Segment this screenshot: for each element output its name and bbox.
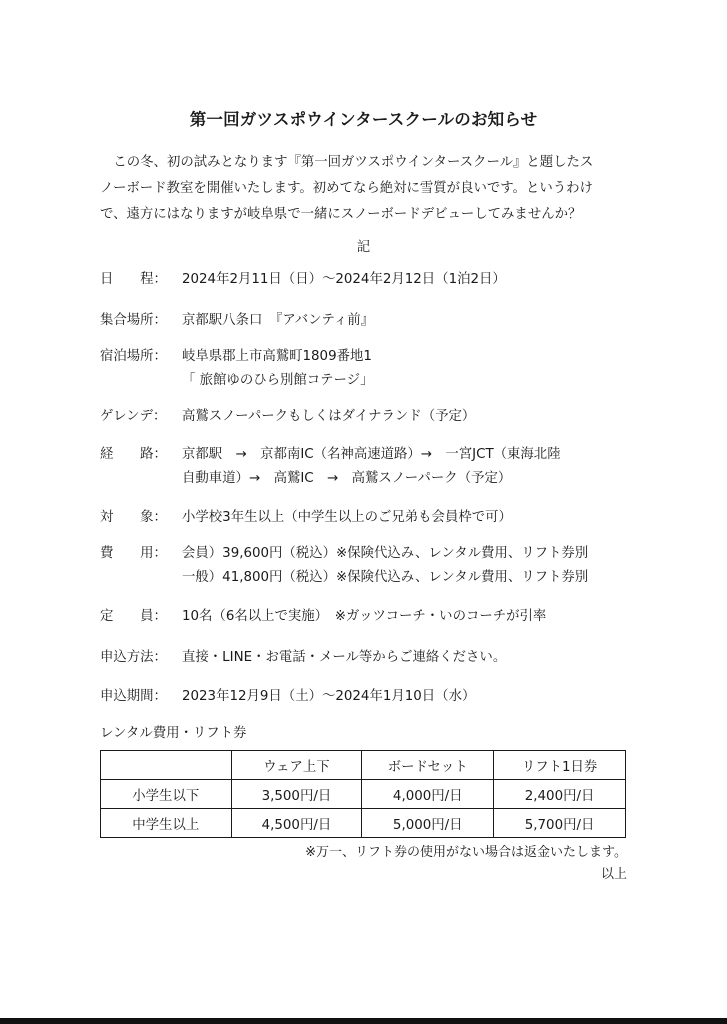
bottom-edge-bar — [0, 1018, 727, 1024]
rental-fee-table — [100, 750, 626, 838]
route-line: 京都駅 → 京都南IC（名神高速道路）→ 一宮JCT（東海北陸 — [182, 447, 561, 462]
ki-heading: 記 — [356, 240, 371, 255]
table-row-label: 小学生以下 — [101, 780, 232, 809]
table-header-cell: ウェア上下 — [231, 751, 362, 780]
apply-period-label: 申込期間： — [100, 689, 167, 704]
slope-value: 高鷲スノーパークもしくはダイナランド（予定） — [182, 409, 476, 424]
table-cell: 2,400円/日 — [494, 780, 626, 809]
apply-method-label: 申込方法： — [100, 650, 167, 665]
table-header-cell: リフト1日券 — [494, 751, 626, 780]
table-row — [101, 809, 626, 838]
slope-label: ゲレンデ： — [100, 409, 167, 424]
table-cell: 5,000円/日 — [362, 809, 494, 838]
intro-line: で、遠方にはなりますが岐阜県で一緒にスノーボードデビューしてみませんか？ — [100, 207, 582, 222]
schedule-label: 日 程： — [100, 272, 167, 287]
meeting-value: 京都駅八条口 『アバンティ前』 — [182, 313, 375, 328]
target-label: 対 象： — [100, 510, 167, 525]
closing-text: 以上 — [600, 867, 627, 882]
table-header-row — [101, 751, 626, 780]
rental-table-caption: レンタル費用・リフト券 — [100, 726, 247, 741]
intro-line: この冬、初の試みとなります『第一回ガツスポウインタースクール』と題したス — [100, 155, 594, 170]
lodging-name: 「 旅館ゆのひら別館コテージ」 — [182, 373, 374, 388]
table-header-cell: ボードセット — [362, 751, 494, 780]
lodging-label: 宿泊場所： — [100, 349, 167, 364]
route-line: 自動車道）→ 高鷲IC → 高鷲スノーパーク（予定） — [182, 471, 512, 486]
table-row-label: 中学生以上 — [101, 809, 232, 838]
capacity-label: 定 員： — [100, 609, 167, 624]
cost-general: 一般）41,800円（税込）※保険代込み、レンタル費用、リフト券別 — [182, 570, 589, 585]
apply-period-value: 2023年12月9日（土）〜2024年1月10日（水） — [182, 689, 476, 704]
cost-label: 費 用： — [100, 546, 167, 561]
table-cell: 4,500円/日 — [231, 809, 362, 838]
apply-method-value: 直接・LINE・お電話・メール等からご連絡ください。 — [182, 650, 507, 665]
cost-member: 会員）39,600円（税込）※保険代込み、レンタル費用、リフト券別 — [182, 546, 589, 561]
capacity-value: 10名（6名以上で実施） ※ガッツコーチ・いのコーチが引率 — [182, 609, 547, 624]
refund-note: ※万一、リフト券の使用がない場合は返金いたします。 — [305, 845, 627, 860]
target-value: 小学校3年生以上（中学生以上のご兄弟も会員枠で可） — [182, 510, 512, 525]
document-title: 第一回ガツスポウインタースクールのお知らせ — [189, 110, 538, 129]
table-cell: 3,500円/日 — [231, 780, 362, 809]
meeting-label: 集合場所： — [100, 313, 167, 328]
lodging-address: 岐阜県郡上市高鷲町1809番地1 — [182, 349, 372, 364]
route-label: 経 路： — [100, 447, 167, 462]
intro-paragraph — [100, 150, 630, 228]
table-cell: 4,000円/日 — [362, 780, 494, 809]
schedule-value: 2024年2月11日（日）〜2024年2月12日（1泊2日） — [182, 272, 506, 287]
table-header-cell — [101, 751, 232, 780]
intro-line: ノーボード教室を開催いたします。初めてなら絶対に雪質が良いです。というわけ — [100, 181, 593, 196]
table-cell: 5,700円/日 — [494, 809, 626, 838]
table-row — [101, 780, 626, 809]
